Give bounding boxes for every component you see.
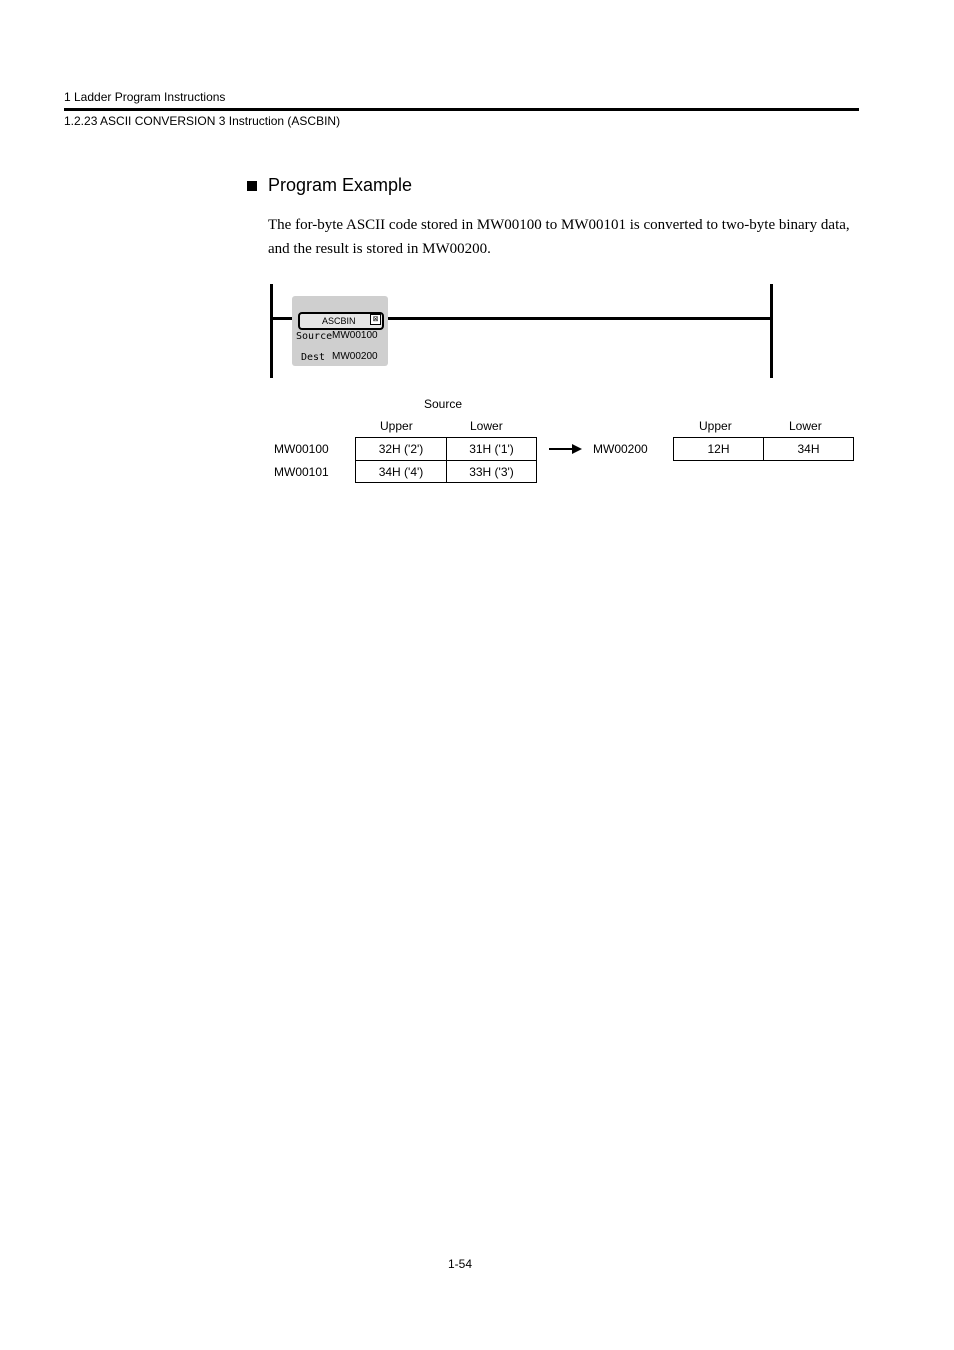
source-upper-heading: Upper: [380, 419, 413, 433]
source-cell-upper-2: 34H ('4'): [355, 460, 447, 483]
page-number: 1-54: [448, 1257, 473, 1271]
dest-lower-heading: Lower: [789, 419, 822, 433]
source-heading: Source: [424, 397, 463, 411]
conversion-arrow-icon: [549, 448, 573, 450]
dest-upper-heading: Upper: [699, 419, 732, 433]
source-label: Source: [296, 331, 333, 342]
section-title-text: Program Example: [268, 175, 413, 195]
dest-register: MW00200: [593, 442, 648, 456]
right-power-rail: [770, 284, 773, 378]
instruction-name: ASCBIN: [322, 316, 356, 326]
section-heading: 1.2.23 ASCII CONVERSION 3 Instruction (ASCBIN): [64, 114, 341, 128]
source-operand[interactable]: MW00100: [332, 330, 378, 341]
source-lower-heading: Lower: [470, 419, 503, 433]
instruction-box-icon: ⊠: [370, 314, 381, 325]
dest-operand[interactable]: MW00200: [332, 351, 378, 362]
source-cell-lower-2: 33H ('3'): [446, 460, 537, 483]
left-power-rail: [270, 284, 273, 378]
source-register-1: MW00100: [274, 442, 329, 456]
dest-cell-lower: 34H: [763, 437, 854, 461]
source-cell-upper-1: 32H ('2'): [355, 437, 447, 461]
square-bullet-icon: [247, 181, 257, 191]
section-title: [247, 175, 412, 196]
dest-cell-upper: 12H: [673, 437, 764, 461]
rung-line-right: [384, 317, 772, 320]
header-rule: [64, 108, 859, 111]
source-register-2: MW00101: [274, 465, 329, 479]
dest-label: Dest: [301, 352, 326, 363]
source-cell-lower-1: 31H ('1'): [446, 437, 537, 461]
description-paragraph: The for-byte ASCII code stored in MW00100 to MW00101 is converted to two-byte binary data, and the result is stored in MW00200.: [268, 217, 850, 257]
chapter-heading: 1 Ladder Program Instructions: [64, 90, 226, 104]
arrow-head-icon: [572, 444, 582, 454]
rung-line-left: [270, 317, 294, 320]
